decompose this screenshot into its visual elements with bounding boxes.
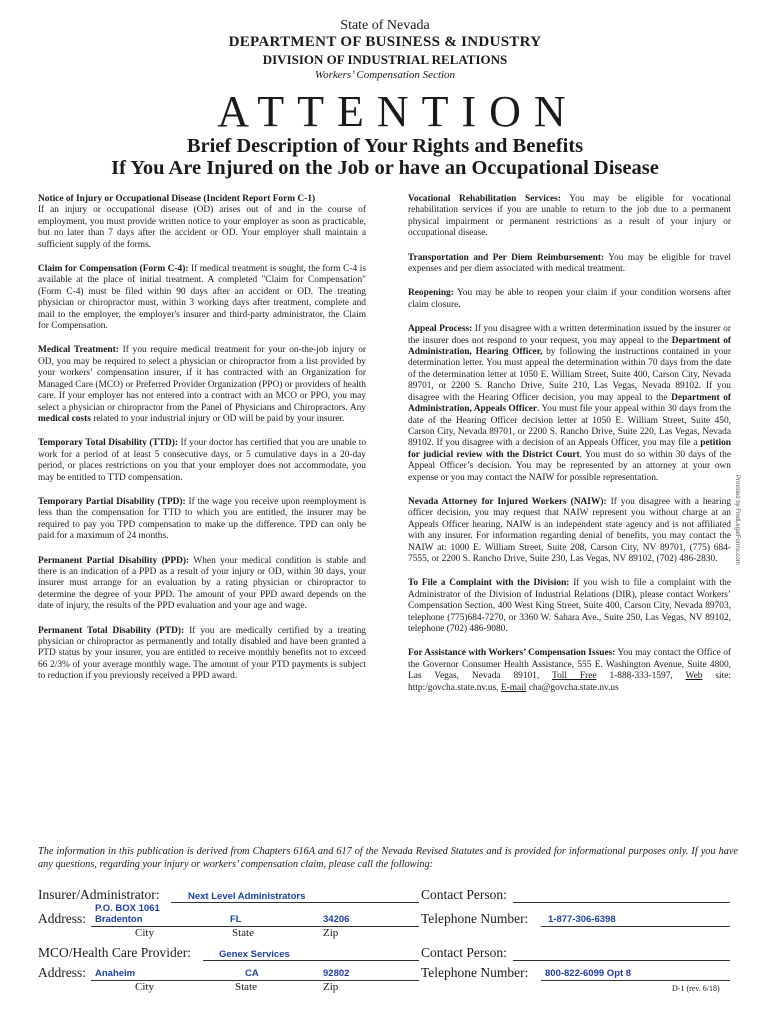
section-heading: Permanent Total Disability (PTD): bbox=[38, 625, 185, 636]
naiw-section bbox=[408, 497, 731, 565]
address-2-zip[interactable]: 92802 bbox=[323, 968, 350, 979]
mco-value[interactable]: Genex Services bbox=[219, 949, 290, 960]
section-text: If an injury or occupational disease (OD) arises out of and in the course of employment, you must provide written notice to your employer as soon as practicable, but no later than 7 days after the accident or OD. Your employer shall maintain a sufficient supply of the forms. bbox=[38, 205, 366, 250]
mco-line bbox=[203, 960, 419, 961]
appeal-text-1: If you disagree with a written determination issued by the insurer or the insurer does not respond to your request, you may appeal to the bbox=[408, 324, 731, 346]
hearing-officer-emphasis: Department of Administration, Hearing Officer, bbox=[408, 335, 732, 358]
telephone-2-value[interactable]: 800-822-6099 Opt 8 bbox=[545, 968, 632, 979]
web-label: Web bbox=[685, 671, 703, 682]
address-city[interactable]: Bradenton bbox=[95, 914, 143, 925]
revision-code: D-1 (rev. 6/18) bbox=[672, 984, 720, 993]
assistance-section bbox=[408, 648, 731, 694]
tpd-section bbox=[38, 497, 366, 543]
right-column bbox=[408, 194, 731, 707]
section-text: If you disagree with a hearing officer decision, you may request that NAIW represent you without charge at an Appeals Officer hearing. NAIW is an independent state agency and is not affiliated with any insurer. For information regarding denial of benefits, you may contact the NAIW at: 1000 E. William Street, Suite 208, Carson City, NV 89701, (775) 684-7555, or 2200 S. Rancho Drive, Suite 230, Las Vegas, NV 89102, (702) 486-2830. bbox=[408, 496, 732, 564]
address-zip[interactable]: 34206 bbox=[323, 914, 350, 925]
email-link[interactable]: cha@govcha.state.nv.us bbox=[528, 682, 619, 693]
section-heading: Reopening: bbox=[408, 288, 454, 299]
section-heading: Notice of Injury or Occupational Disease (Incident Report Form C-1) bbox=[38, 194, 316, 204]
section-heading: Vocational Rehabilitation Services: bbox=[408, 194, 561, 204]
appeal-text-4: . You must do so within 30 days of the Appeal Officer’s decision. You may be represented by an attorney at your own expense or you may contact the NAIW for possible representation. bbox=[408, 449, 731, 483]
medical-costs-emphasis: medical costs bbox=[38, 413, 91, 424]
department-title: DEPARTMENT OF BUSINESS & INDUSTRY bbox=[228, 34, 542, 50]
contact-person-label: Contact Person: bbox=[421, 887, 507, 902]
document-title-line2: If You Are Injured on the Job or have an Occupational Disease bbox=[111, 157, 659, 179]
section-text: If you wish to file a complaint with the Administrator of the Division of Industrial Relations (DIR), please contact Workers’ Compensation Section, 400 West King Street, Suite 400, Carson City, Nevada 89703, telephone (775)684-7270, or 3360 W. Sahara Ave., Suite 250, Las Vegas, NV 89102, telephone (702) 486-9080. bbox=[408, 578, 731, 634]
state-name: State of Nevada bbox=[340, 18, 430, 33]
vocational-rehabilitation-section bbox=[408, 194, 731, 240]
section-text: You may be eligible for travel expenses and per diem associated with medical treatment. bbox=[408, 252, 732, 275]
address-label: Address: bbox=[38, 911, 86, 926]
section-text-continued: related to your industrial injury or OD will be paid by your insurer. bbox=[93, 413, 345, 424]
section-heading: Transportation and Per Diem Reimbursement: bbox=[408, 252, 605, 263]
appeal-process-section bbox=[408, 324, 731, 484]
address-po-box[interactable]: P.O. BOX 1061 bbox=[95, 903, 160, 914]
section-heading: Temporary Total Disability (TTD): bbox=[38, 438, 178, 449]
email-label: E-mail bbox=[500, 682, 527, 693]
complaint-section bbox=[408, 578, 731, 635]
provider-watermark: Provided by FindLegalForms.com bbox=[734, 475, 740, 565]
attention-heading: ATTENTION bbox=[217, 87, 579, 136]
section-text: You may contact the Office of the Governor Consumer Health Assistance, 555 E. Washington Avenue, Suite 4800, Las Vegas, Nevada 89101, bbox=[408, 648, 732, 682]
ppd-section bbox=[38, 556, 366, 613]
site-label: site: bbox=[715, 671, 731, 682]
ptd-section bbox=[38, 626, 366, 683]
notice-of-injury-section bbox=[38, 194, 366, 251]
address-state[interactable]: FL bbox=[230, 914, 242, 925]
section-heading: Permanent Partial Disability (PPD): bbox=[38, 555, 190, 566]
section-heading: For Assistance with Workers’ Compensation Issues: bbox=[408, 648, 616, 659]
ttd-section bbox=[38, 438, 366, 484]
appeal-text-2: by following the instructions contained in your determination letter. You must appeal the determination within 70 days from the date of the determination letter at 1050 E. William Street, Suite 400, Carson City, Nevada 89701, or 2200 S. Rancho Drive, Suite 210, Las Vegas, Nevada 89102. If you disagree with the Hearing Officer decision, you may appeal to the bbox=[408, 347, 731, 403]
mco-label: MCO/Health Care Provider: bbox=[38, 945, 191, 960]
section-text: If you require medical treatment for your on-the-job injury or OD, you may be required to select a physician or chiropractor from a list provided by your workers’ compensation insurer, if it has contracted with an Organization for Managed Care (MCO) or Preferred Provider Organization (PPO) or providers of health care. If your employer has not entered into a contract with an MCO or PPO, you may select a physician or chiropractor from the Panel of Physicians and Chiropractors. Any bbox=[38, 345, 367, 413]
document-title-line1: Brief Description of Your Rights and Benefits bbox=[186, 135, 584, 157]
section-heading: Appeal Process: bbox=[408, 324, 473, 335]
state-caption: State bbox=[232, 927, 254, 939]
appeal-text-3: . You must file your appeal within 30 days from the date of the Hearing Officer decision letter at 1050 E. William Street, Suite 450, Carson City, Nevada 89701, or 2200 S. Rancho Drive, Suite 220, Las Vegas, Nevada 89102. If you disagree with a decision of an Appeals Officer, you may file a bbox=[408, 404, 731, 449]
contact-person-2-label: Contact Person: bbox=[421, 945, 507, 960]
insurer-label: Insurer/Administrator: bbox=[38, 887, 160, 902]
reopening-section bbox=[408, 288, 731, 311]
judicial-review-emphasis: petition for judicial review with the District Court bbox=[408, 438, 731, 460]
website-link[interactable]: http:/govcha.state.nv.us, bbox=[408, 682, 499, 693]
telephone-line bbox=[541, 926, 730, 927]
medical-treatment-section bbox=[38, 345, 366, 425]
insurer-value[interactable]: Next Level Administrators bbox=[188, 891, 306, 902]
section-text: You may be able to reopen your claim if your condition worsens after claim closure. bbox=[408, 288, 731, 310]
contact-person-field[interactable] bbox=[513, 902, 730, 903]
section-text: If the wage you receive upon reemployment is less than the compensation for TTD to which you are entitled, the insurer may be required to pay you TPD compensation to make up the difference. TPD can only be paid for a maximum of 24 months. bbox=[38, 496, 367, 542]
left-column bbox=[38, 194, 366, 696]
address-2-label: Address: bbox=[38, 965, 86, 980]
section-heading: Claim for Compensation (Form C-4): bbox=[38, 264, 189, 275]
section-text: If you are medically certified by a treating physician or chiropractor as permanently and totally disabled and have been granted a PTD status by your insurer, you are entitled to receive monthly benefits not to exceed 66 2/3% of your average monthly wage. The amount of your PTD payments is subject to reduction if you previously received a PPD award. bbox=[38, 625, 366, 682]
appeals-officer-emphasis: Department of Administration, Appeals Officer bbox=[408, 392, 731, 415]
telephone-2-label: Telephone Number: bbox=[421, 965, 529, 980]
state-2-caption: State bbox=[235, 981, 257, 993]
city-2-caption: City bbox=[135, 981, 154, 993]
section-title: Workers’ Compensation Section bbox=[314, 69, 456, 81]
section-heading: Temporary Partial Disability (TPD): bbox=[38, 496, 186, 507]
address-2-city[interactable]: Anaheim bbox=[95, 968, 136, 979]
zip-2-caption: Zip bbox=[323, 981, 339, 993]
toll-free-label: Toll Free bbox=[552, 671, 597, 682]
section-heading: Medical Treatment: bbox=[38, 345, 119, 356]
section-text: If your doctor has certified that you are unable to work for a period of at least 5 consecutive days, or 5 cumulative days in a 20-day period, or places restrictions on you that your employer does not accommodate, you may be entitled to TTD compensation. bbox=[38, 438, 367, 483]
telephone-2-line bbox=[541, 980, 730, 981]
city-caption: City bbox=[135, 927, 154, 939]
section-text: If medical treatment is sought, the form C-4 is available at the place of initial treatment. A completed "Claim for Compensation" (Form C-4) must be filed within 90 days after an accident or OD. The treating physician or chiropractor must, within 3 working days after treatment, complete and mail to the employer, the employer's insurer and third-party administrator, the Claim for Compensation. bbox=[38, 264, 366, 332]
insurer-line bbox=[171, 902, 419, 903]
transportation-section bbox=[408, 253, 731, 276]
telephone-value[interactable]: 1-877-306-6398 bbox=[548, 914, 616, 925]
zip-caption: Zip bbox=[323, 927, 339, 939]
contact-person-2-field[interactable] bbox=[513, 960, 730, 961]
footer-note: The information in this publication is derived from Chapters 616A and 617 of the Nevada Revised Statutes and is provided for informational purposes only. If you have any questions, regarding your injury or workers’ compensation claim, please call the following: bbox=[38, 846, 738, 870]
division-title: DIVISION OF INDUSTRIAL RELATIONS bbox=[262, 52, 508, 67]
section-text: When your medical condition is stable and there is an indication of a PPD as a result of your injury or OD, within 30 days, your insurer must arrange for an evaluation by a rating physician or chiropractor to determine the degree of your PPD. The amount of your PPD award depends on the date of injury, the results of the PPD evaluation and your age and wage. bbox=[38, 555, 366, 612]
address-2-state[interactable]: CA bbox=[245, 968, 259, 979]
telephone-label: Telephone Number: bbox=[421, 911, 529, 926]
section-heading: To File a Complaint with the Division: bbox=[408, 578, 570, 589]
section-heading: Nevada Attorney for Injured Workers (NAIW): bbox=[408, 496, 607, 507]
section-text: You may be eligible for vocational rehabilitation services if you are unable to return to the job due to a permanent physical impairment or permanent restrictions as a result of your injury or occupational disease. bbox=[408, 194, 731, 239]
claim-for-compensation-section bbox=[38, 264, 366, 332]
toll-free-number: 1-888-333-1597, bbox=[609, 671, 673, 682]
